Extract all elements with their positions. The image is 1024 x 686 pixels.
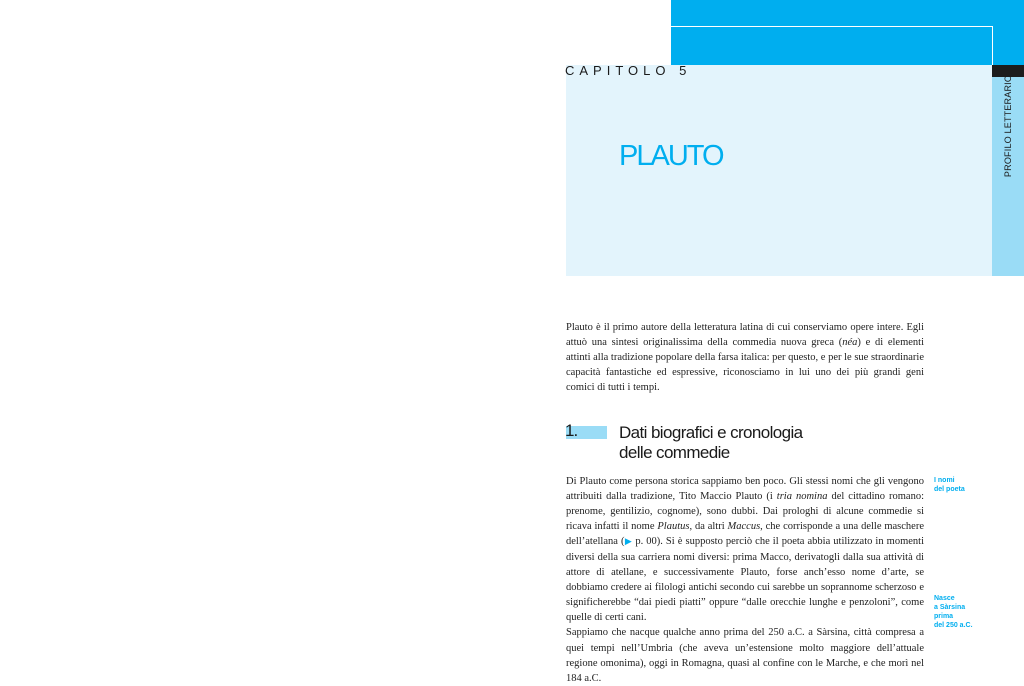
top-vertical-line (992, 26, 993, 65)
top-divider-line (671, 26, 993, 27)
intro-paragraph: Plauto è il primo autore della letteratura latina di cui conserviamo opere intere. Egli attuò una sintesi originalissima della commedia nuova greca (néa) e di elementi attinti alla tradizione popolare della farsa italica: per questo, e per le sue straordinarie capacità fantastiche ed espressive, riconosciamo in lui uno dei più grandi geni comici di tutti i tempi. (566, 322, 925, 393)
body-paragraph-1: Di Plauto come persona storica sappiamo ben poco. Gli stessi nomi che gli vengono attribuiti dalla tradizione, Tito Maccio Plauto (i tria nomina del cittadino romano: prenome, gentilizio, cognome), sono dubbi. Dai prologhi di alcune commedie si ricava infatti il nome Plautus, da altri Maccus, che corrisponde a una delle maschere dell’atellana (▶ p. 00). Si è supposto perciò che il poeta abbia utilizzato in momenti diversi della sua carriera nomi diversi: prima Macco, derivatogli dalla sua attività di attore di atellane, e successivamente Plauto, forse anch’esso nome d’arte, se dobbiamo credere ai filologi antichi secondo cui sarebbe un soprannome scherzoso e significherebbe “dai piedi piatti” oppure “dalle orecchie lunghe e penzoloni”, come quelle di certi cani. (566, 476, 925, 624)
chapter-title: PLAUTO (619, 140, 723, 172)
top-color-band (671, 0, 1024, 65)
margin-note-names: I nomi del poeta (934, 477, 965, 493)
margin-note-birth: Nasce a Sàrsina prima del 250 a.C. (934, 595, 973, 629)
chapter-number: CAPITOLO 5 (565, 63, 692, 78)
section-title (619, 423, 919, 463)
side-tab-label: PROFILO LETTERARIO (1003, 74, 1013, 178)
section-title-line-2: delle commedie (619, 443, 730, 462)
section-body (566, 474, 924, 686)
section-number: 1. (565, 421, 578, 440)
cross-reference-arrow-icon: ▶ (624, 537, 633, 548)
section-title-line-1: Dati biografici e cronologia (619, 423, 803, 442)
side-tab (992, 74, 1024, 178)
body-paragraph-2: Sappiamo che nacque qualche anno prima del 250 a.C. a Sàrsina, città compresa a quei tempi nell’Umbria (che aveva un’estensione molto maggiore dell’attuale regione omonima), oggi in Romagna, quasi al confine con le Marche, e che morì nel 184 a.C. (566, 627, 924, 684)
